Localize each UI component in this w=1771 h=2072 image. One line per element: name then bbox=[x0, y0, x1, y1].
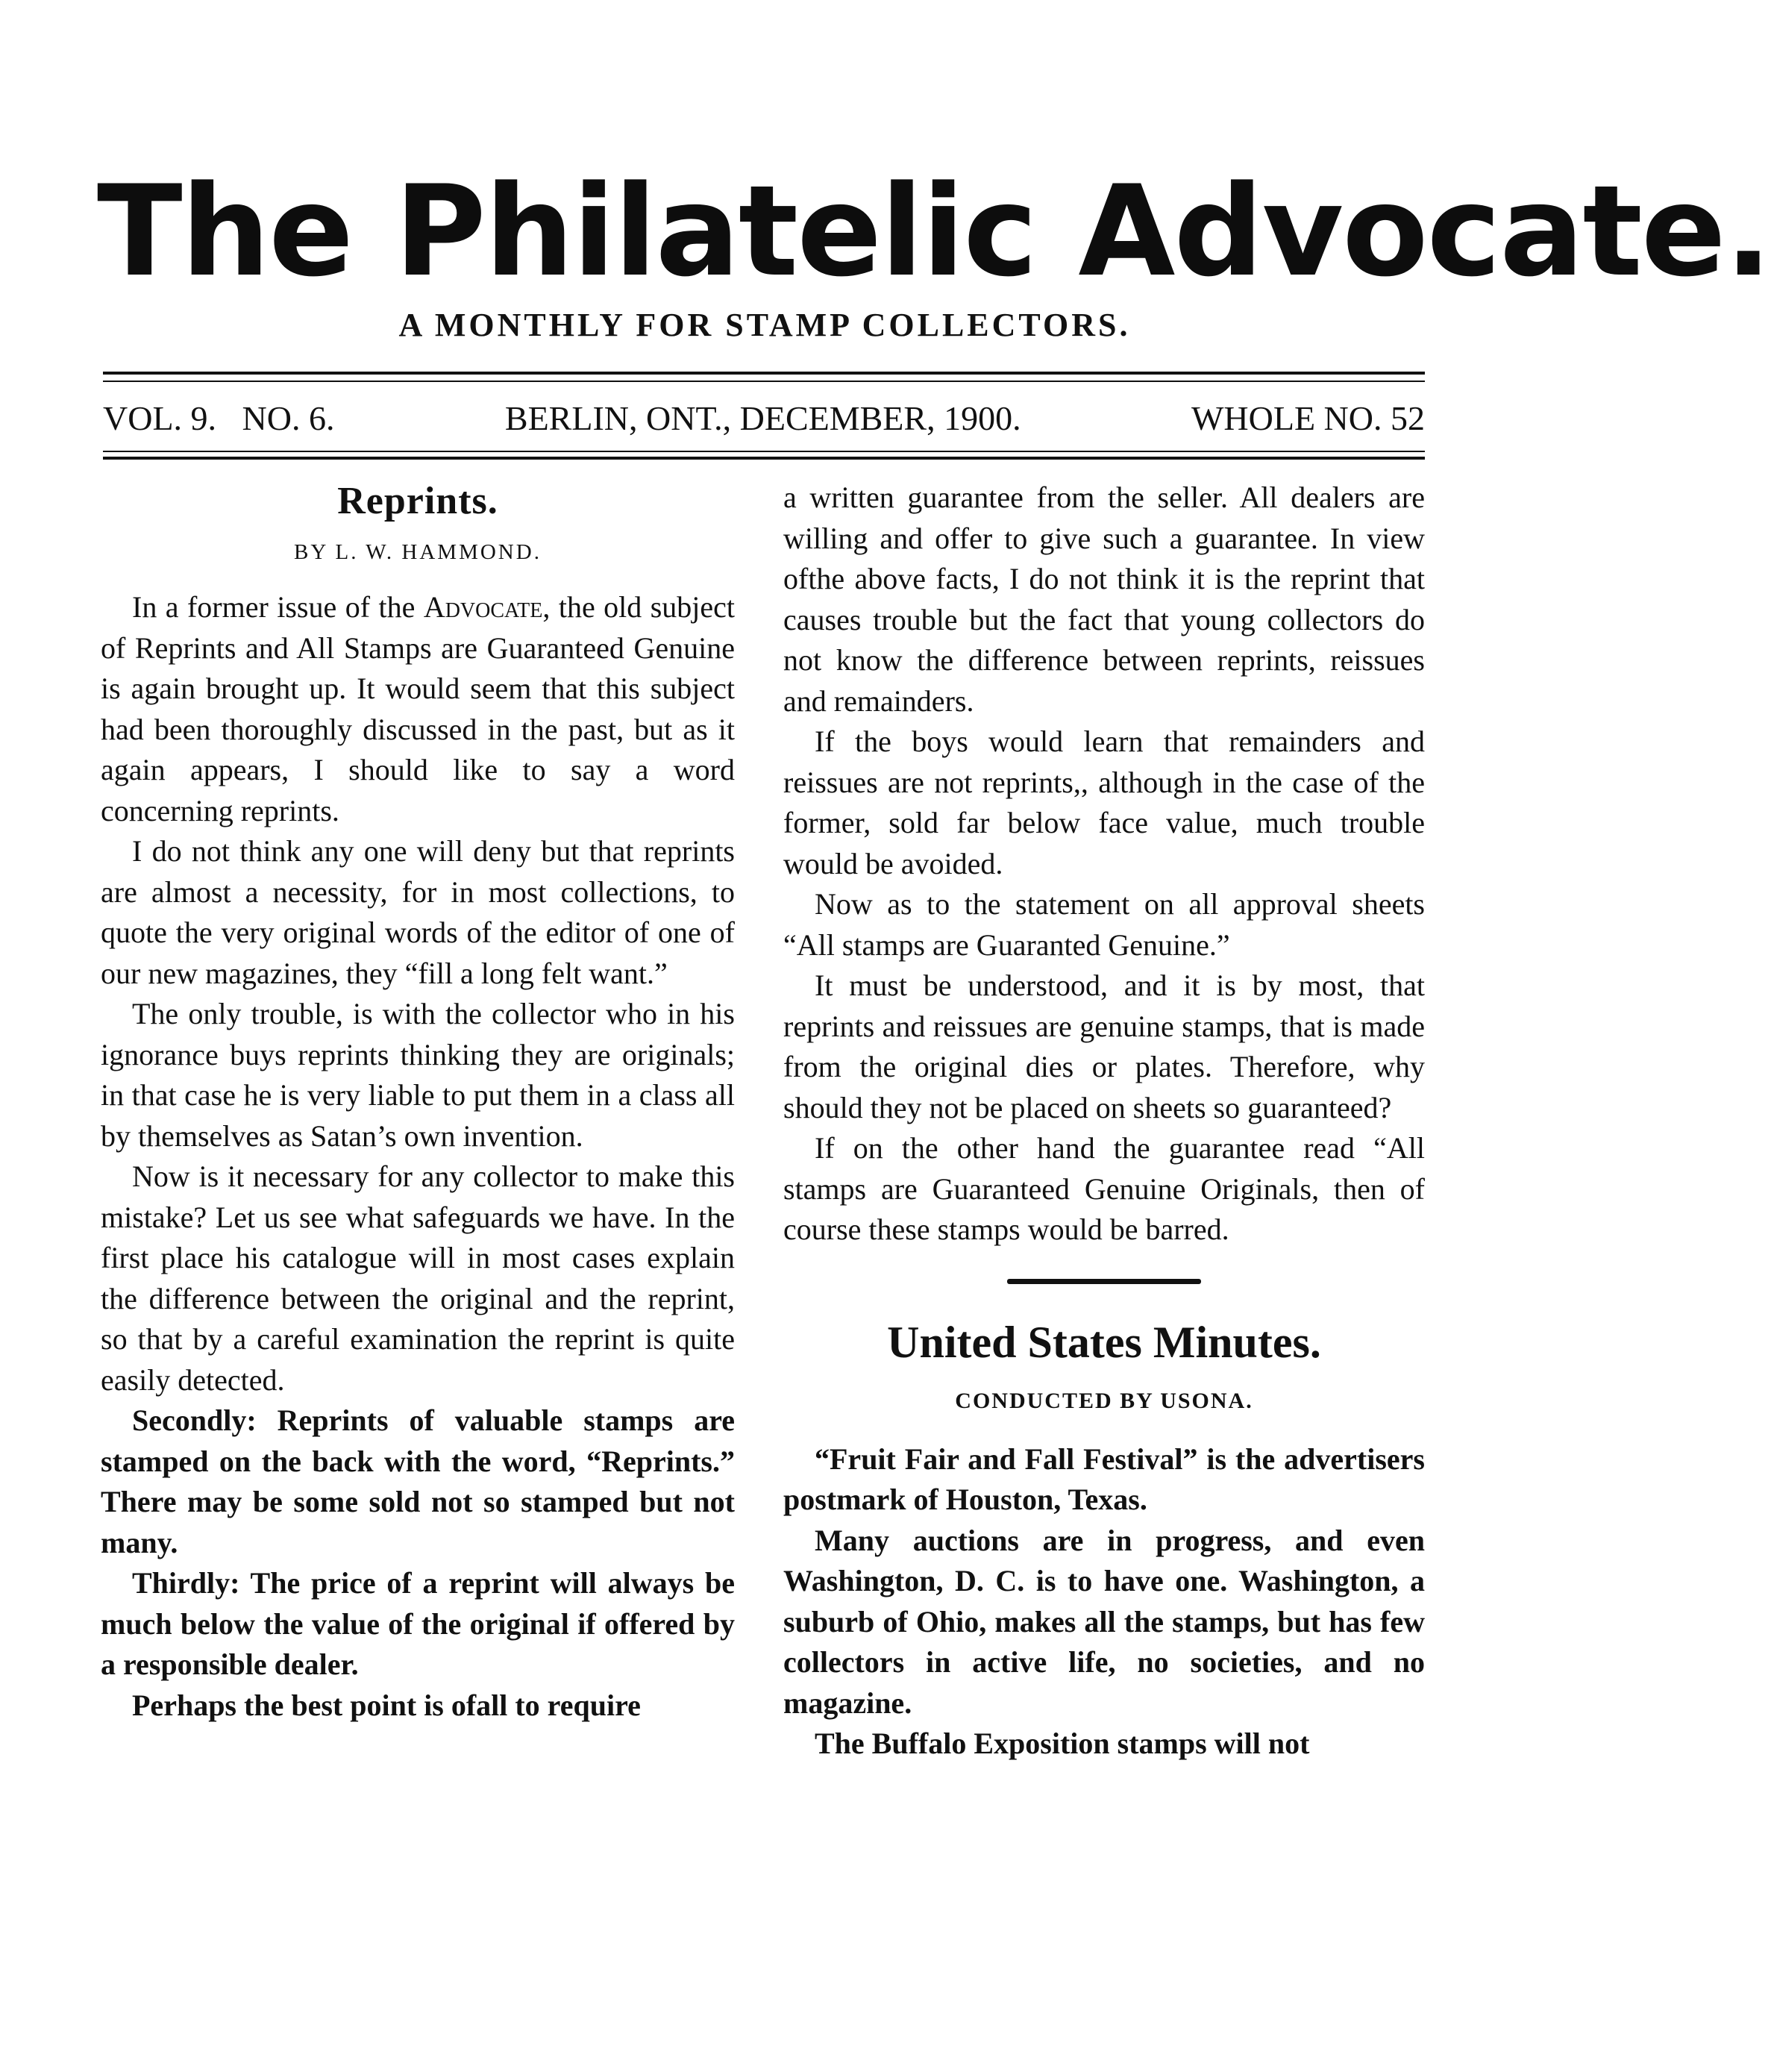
left-column bbox=[101, 478, 735, 1726]
article-paragraph: The Buffalo Exposition stamps will not bbox=[815, 1727, 1310, 1760]
section-divider bbox=[1007, 1279, 1201, 1284]
issue-line bbox=[103, 395, 1425, 440]
issue-volume: VOL. 9. bbox=[103, 398, 217, 437]
article-paragraph: It must be understood, and it is by most, that reprints and reissues are genuine stamps, that is made from the original dies or plates. Therefore, why should they not be placed on sheets so guaranteed? bbox=[783, 968, 1425, 1124]
article-paragraph: Now as to the statement on all approval sheets “All stamps are Guaranted Genuine.” bbox=[783, 887, 1425, 962]
bottom-rule-thin bbox=[103, 451, 1425, 452]
article-paragraph: Perhaps the best point is ofall to require bbox=[132, 1688, 641, 1722]
top-rule-thick bbox=[103, 372, 1425, 375]
article-title-reprints: Reprints. bbox=[337, 480, 498, 522]
top-rule-thin bbox=[103, 381, 1425, 382]
article-paragraph: If the boys would learn that remainders and reissues are not reprints,, although in the case of the former, sold far below face value, much trouble would be avoided. bbox=[783, 724, 1425, 880]
issue-place-date: BERLIN, ONT., DECEMBER, 1900. bbox=[504, 398, 1021, 437]
article-paragraph: I do not think any one will deny but that reprints are almost a necessity, for in most collections, to quote the very original words of the editor of one of our new magazines, they “fill a long felt want.” bbox=[101, 834, 735, 990]
paragraph-text: , the old subject of Reprints and All Stamps are Guaranteed Genuine is again brought up. It would seem that this subject had been thoroughly discussed in the past, but as it again appears, I should like to say a word concerning reprints. bbox=[101, 590, 736, 827]
issue-number: NO. 6. bbox=[242, 398, 335, 437]
article-paragraph: The only trouble, is with the collector who in his ignorance buys reprints thinking they are originals; in that case he is very liable to put them in a class all by themselves as Satan’s own invention. bbox=[101, 997, 735, 1153]
article-paragraph: “Fruit Fair and Fall Festival” is the advertisers postmark of Houston, Texas. bbox=[783, 1442, 1425, 1516]
advocate-name: Advocate bbox=[423, 590, 543, 624]
article-paragraph: Thirdly: The price of a reprint will always be much below the value of the original if offered by a responsible dealer. bbox=[101, 1566, 735, 1681]
article-title-us-minutes: United States Minutes. bbox=[887, 1317, 1321, 1367]
right-column bbox=[783, 478, 1425, 1765]
issue-whole-number: WHOLE NO. 52 bbox=[1191, 398, 1425, 437]
masthead-subtitle: A MONTHLY FOR STAMP COLLECTORS. bbox=[398, 307, 1131, 343]
article-paragraph: Many auctions are in progress, and even Washington, D. C. is to have one. Washington, a suburb of Ohio, makes all the stamps, but has few collectors in active life, no societies, and no magazine. bbox=[783, 1523, 1425, 1720]
masthead-title: The Philatelic Advocate. bbox=[97, 158, 1771, 304]
article-paragraph-continued: a written guarantee from the seller. All dealers are willing and offer to give such a guarantee. In view ofthe above facts, I do not think it is the reprint that causes trouble but the fact that young collectors do not know the difference between reprints, reissues and remainders. bbox=[783, 481, 1425, 718]
issue-volume-number bbox=[103, 398, 335, 438]
article-byline-reprints: BY L. W. HAMMOND. bbox=[294, 540, 542, 564]
article-byline-us-minutes: CONDUCTED BY USONA. bbox=[955, 1388, 1253, 1413]
article-paragraph: Secondly: Reprints of valuable stamps are stamped on the back with the word, “Reprints.” There may be some sold not so stamped but not many. bbox=[101, 1403, 735, 1559]
article-paragraph bbox=[101, 587, 735, 831]
article-paragraph: Now is it necessary for any collector to make this mistake? Let us see what safeguards we have. In the first place his catalogue will in most cases explain the difference between the original and the reprint, so that by a careful examination the reprint is quite easily detected. bbox=[101, 1159, 735, 1397]
article-paragraph: If on the other hand the guarantee read “All stamps are Guaranteed Genuine Originals, then of course these stamps would be barred. bbox=[783, 1131, 1425, 1246]
paragraph-text: In a former issue of the bbox=[132, 590, 424, 624]
bottom-rule-thick bbox=[103, 457, 1425, 460]
